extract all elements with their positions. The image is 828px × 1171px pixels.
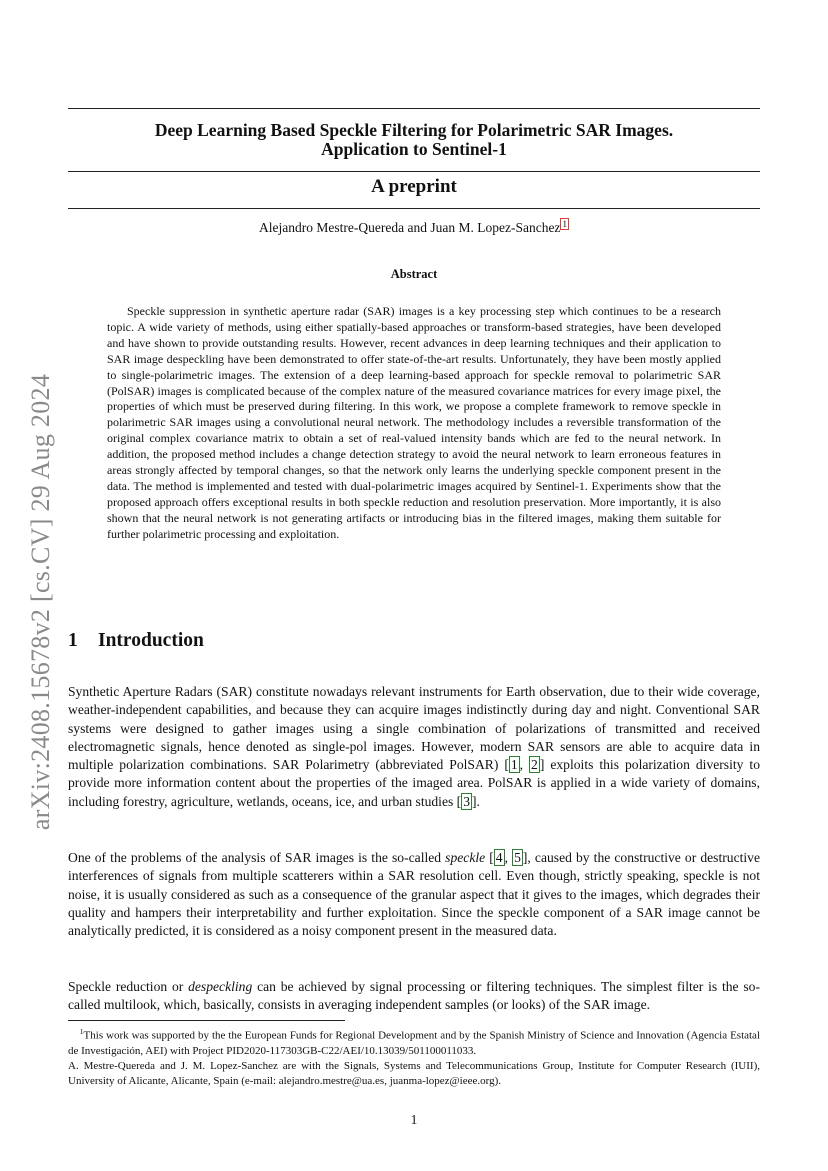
emphasis-term: speckle bbox=[445, 850, 486, 865]
paper-title bbox=[68, 121, 760, 159]
emphasis-term: despeckling bbox=[188, 979, 253, 994]
section-heading bbox=[68, 629, 204, 653]
intro-paragraph-1 bbox=[68, 683, 760, 811]
abstract-heading: Abstract bbox=[390, 267, 438, 281]
author-footnote-link[interactable]: 1 bbox=[562, 218, 567, 229]
section-title: Introduction bbox=[98, 630, 204, 651]
arxiv-side-stamp: arXiv:2408.15678v2 [cs.CV] 29 Aug 2024 bbox=[26, 373, 55, 831]
footnote-text: This work was supported by the the European Funds for Regional Development and by the Spanish Ministry of Science and Innovation (Agencia Estatal de Investigación, AEI) with Project PID2020-117303GB-C22/AEI/10.13039/501100011033. bbox=[68, 1029, 760, 1057]
citation-separator: , bbox=[519, 757, 530, 773]
title-bottom-rule bbox=[68, 171, 760, 172]
intro-paragraph-3 bbox=[68, 978, 760, 1015]
paragraph-text: One of the problems of the analysis of SAR images is the so-called bbox=[68, 850, 446, 865]
citation-link-4[interactable]: 4 bbox=[495, 850, 503, 865]
top-rule bbox=[68, 108, 760, 109]
citation-link-5[interactable]: 5 bbox=[514, 850, 521, 865]
author-line bbox=[68, 219, 760, 236]
citation-link-2[interactable]: 2 bbox=[531, 757, 538, 773]
citation-link-1[interactable]: 1 bbox=[510, 757, 518, 773]
section-number: 1 bbox=[68, 630, 78, 651]
preprint-rule bbox=[68, 208, 760, 209]
preprint-label: A preprint bbox=[371, 176, 457, 197]
title-line-2: Application to Sentinel-1 bbox=[321, 139, 507, 159]
footnote-1 bbox=[68, 1024, 760, 1059]
paragraph-text: Synthetic Aperture Radars (SAR) constitute nowadays relevant instruments for Earth observation, due to their wide coverage, weather-independent capabilities, and because they can acquire images indistinctly during day and night. Conventional SAR systems were designed to gather images using a single combination of polarizations of transmitted and received electromagnetic signals, hence denoted as single-pol images. However, modern SAR sensors are able to acquire data in multiple polarization combinations. SAR Polarimetry (abbreviated PolSAR) [ bbox=[68, 684, 760, 773]
paragraph-text: ], caused by the constructive or destructive interferences of signals from multiple scatterers within a SAR resolution cell. Even though, strictly speaking, speckle is not noise, it is usually considered as such as a consequence of the granular aspect that it gives to the images, which degrades their quality and hampers their interpretability and further exploitation. Since the speckle component of a SAR image cannot be analytically predicted, it is considered as a noisy component present in the measured data. bbox=[68, 850, 760, 939]
paragraph-text: can be achieved by signal processing or filtering techniques. The simplest filter is the so-called multilook, which, basically, consists in averaging independent samples (or looks) of the SAR image. bbox=[68, 979, 760, 1013]
paragraph-text: ] exploits this polarization diversity to provide more information content about the properties of the imaged area. PolSAR is applied in a wide variety of domains, including forestry, agriculture, wetlands, oceans, ice, and urban studies [ bbox=[68, 757, 760, 809]
citation-separator: , bbox=[504, 850, 513, 865]
paragraph-text: Speckle reduction or bbox=[68, 979, 189, 994]
footnote-2: A. Mestre-Quereda and J. M. Lopez-Sanchez are with the Signals, Systems and Telecommunications Group, Institute for Computer Research (IUII), University of Alicante, Alicante, Spain (e-mail: alejandro.mestre@ua.es, juanma-lopez@ieee.org). bbox=[68, 1060, 760, 1088]
title-line-1: Deep Learning Based Speckle Filtering for Polarimetric SAR Images. bbox=[154, 120, 674, 140]
citation-link-3[interactable]: 3 bbox=[463, 793, 471, 809]
intro-paragraph-2 bbox=[68, 849, 760, 940]
page-number: 1 bbox=[410, 1112, 418, 1127]
paragraph-text: ]. bbox=[472, 793, 480, 809]
footnote-mark: 1 bbox=[79, 1027, 84, 1036]
footnote-rule bbox=[68, 1020, 345, 1021]
footnotes bbox=[68, 1024, 760, 1089]
abstract-text: Speckle suppression in synthetic aperture radar (SAR) images is a key processing step which continues to be a research topic. A wide variety of methods, using either spatially-based approaches or transform-based strategies, have been developed and have shown to provide outstanding results. However, recent advances in deep learning techniques and their application to SAR image despeckling have been demonstrated to offer state-of-the-art results. Unfortunately, they have been mostly applied to single-polarimetric images. The extension of a deep learning-based approach for speckle removal to polarimetric SAR (PolSAR) images is complicated because of the complex nature of the measured covariance matrices for every image pixel, the properties of which must be preserved during filtering. In this work, we propose a complete framework to remove speckle in polarimetric SAR images using a convolutional neural network. The methodology includes a reversible transformation of the original complex covariance matrix to obtain a set of real-valued intensity bands which are fed to the neural network. In addition, the proposed method includes a change detection strategy to avoid the neural network to learn erroneous features in areas strongly affected by temporal changes, so that the network only learns the underlying speckle component present in the data. The method is implemented and tested with dual-polarimetric images acquired by Sentinel-1. Experiments show that the proposed approach offers exceptional results in both speckle reduction and resolution preservation. More importantly, it is also shown that the neural network is not generating artifacts or introducing bias in the filtered images, making them suitable for further polarimetric processing and exploitation. bbox=[107, 304, 721, 541]
paragraph-text: [ bbox=[485, 850, 494, 865]
authors: Alejandro Mestre-Quereda and Juan M. Lopez-Sanchez bbox=[259, 220, 561, 235]
